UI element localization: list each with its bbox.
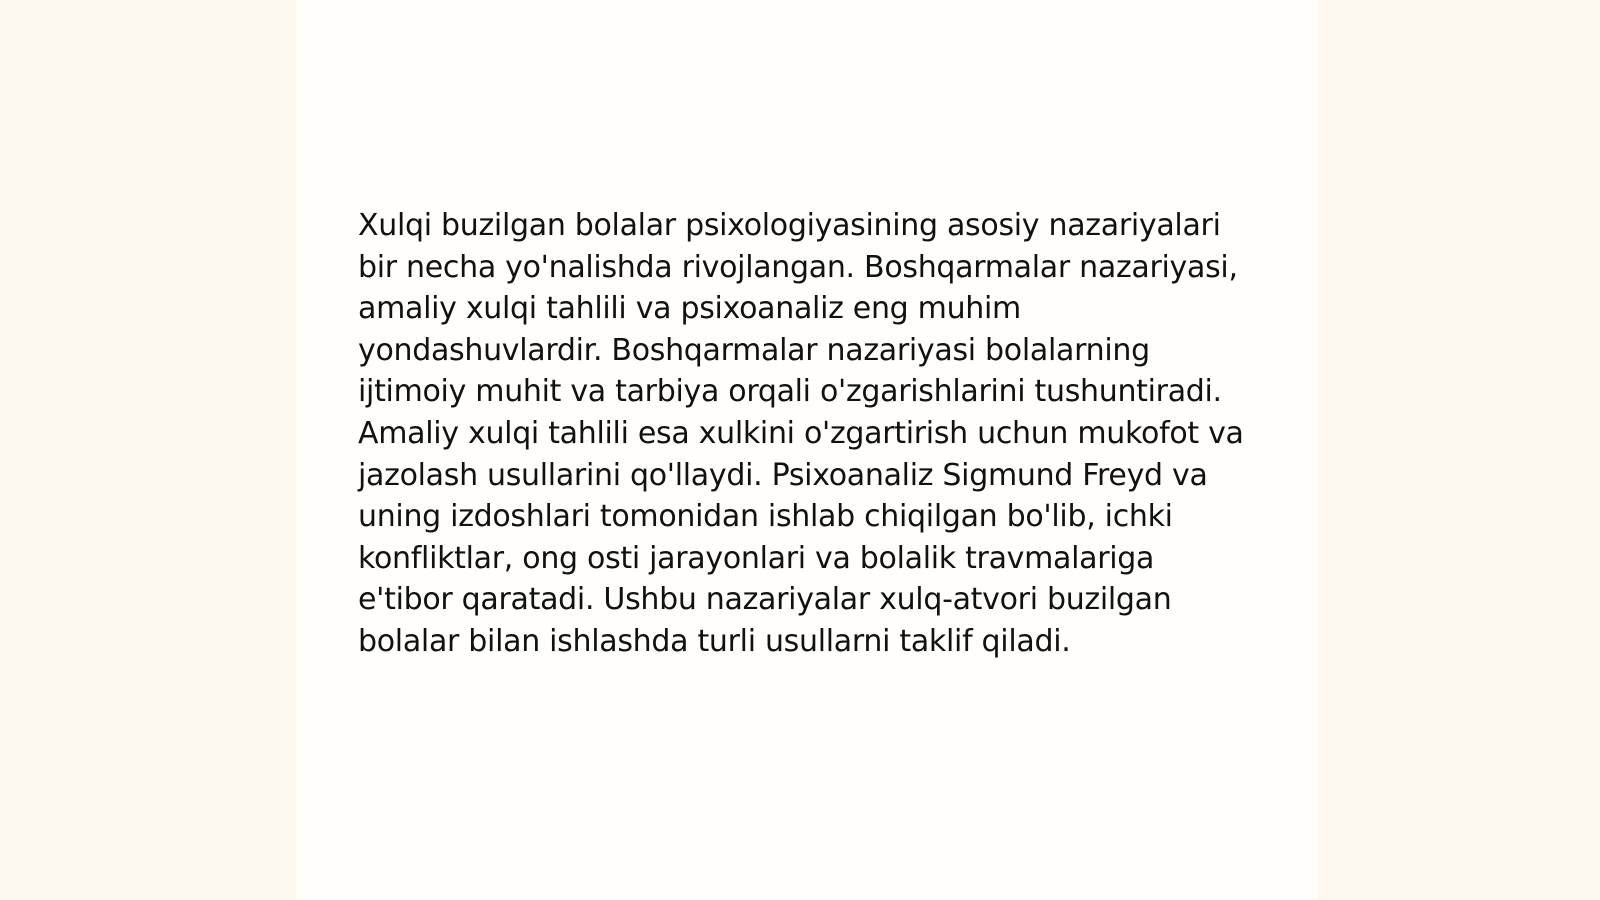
slide	[296, 0, 1318, 900]
slide-body-text: Xulqi buzilgan bolalar psixologiyasining asosiy nazariyalari bir necha yo'nalishda rivojlangan. Boshqarmalar nazariyasi, amaliy xulqi tahlili va psixoanaliz eng muhim yondashuvlardir. Boshqarmalar nazariyasi bolalarning ijtimoiy muhit va tarbiya orqali o'zgarishlarini tushuntiradi. Amaliy xulqi tahlili esa xulkini o'zgartirish uchun mukofot va jazolash usullarini qo'llaydi. Psixoanaliz Sigmund Freyd va uning izdoshlari tomonidan ishlab chiqilgan bo'lib, ichki konfliktlar, ong osti jarayonlari va bolalik travmalariga e'tibor qaratadi. Ushbu nazariyalar xulq-atvori buzilgan bolalar bilan ishlashda turli usullarni taklif qiladi.	[358, 208, 1244, 659]
